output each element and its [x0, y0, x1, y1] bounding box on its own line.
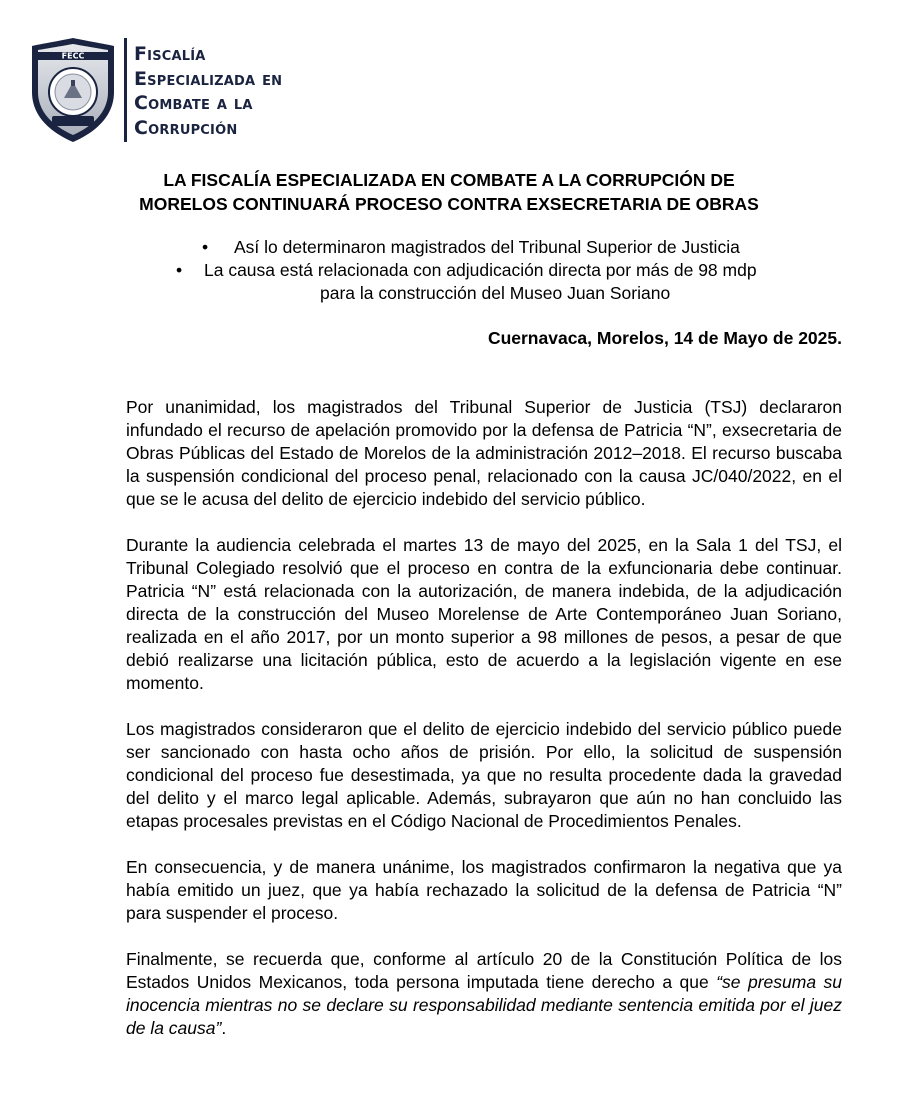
- bullet-dot-icon: •: [202, 237, 209, 257]
- bullet-item: [176, 259, 757, 305]
- final-paragraph-lead: Finalmente, se recuerda que, conforme al artículo 20 de la Constitución Política de los Estados Unidos Mexicanos, toda persona imputada tiene derecho a que: [126, 949, 842, 992]
- title-line: LA FISCALÍA ESPECIALIZADA EN COMBATE A LA CORRUPCIÓN DE: [163, 170, 735, 190]
- logo-divider: [124, 38, 127, 142]
- body-paragraph: Durante la audiencia celebrada el martes 13 de mayo del 2025, en la Sala 1 del TSJ, el Tribunal Colegiado resolvió que el proceso en contra de la exfuncionaria debe continuar. Patricia “N” está relacionada con la autorización, de manera indebida, de la adjudicación directa de la construcción del Museo Morelense de Arte Contemporáneo Juan Soriano, realizada en el año 2017, por un monto superior a 98 millones de pesos, a pesar de que debió realizarse una licitación pública, esto de acuerdo a la legislación vigente en ese momento.: [126, 535, 842, 693]
- bullet-dot-icon: •: [176, 260, 183, 280]
- fecc-shield-logo: [30, 36, 116, 144]
- body-paragraph: Por unanimidad, los magistrados del Tribunal Superior de Justicia (TSJ) declararon infundado el recurso de apelación promovido por la defensa de Patricia “N”, exsecretaria de Obras Públicas del Estado de Morelos de la administración 2012–2018. El recurso buscaba la suspensión condicional del proceso penal, relacionado con la causa JC/040/2022, en el que se le acusa del delito de ejercicio indebido del servicio público.: [126, 397, 842, 509]
- title-line: MORELOS CONTINUARÁ PROCESO CONTRA EXSECRETARIA DE OBRAS: [139, 194, 759, 214]
- org-name-line: Corrupción: [134, 116, 238, 139]
- press-release-body: [126, 396, 842, 1063]
- press-release-title: [110, 168, 788, 216]
- svg-text:FECC: FECC: [61, 51, 85, 61]
- constitution-quote: “se presuma su inocencia mientras no se declare su responsabilidad mediante sentencia emitida por el juez de la causa”: [126, 972, 842, 1038]
- bullet-text: Así lo determinaron magistrados del Tribunal Superior de Justicia: [234, 237, 740, 257]
- final-paragraph-tail: .: [221, 1018, 227, 1038]
- bullet-text-continued: para la construcción del Museo Juan Soriano: [320, 283, 671, 303]
- body-paragraph: Los magistrados consideraron que el delito de ejercicio indebido del servicio público puede ser sancionado con hasta ocho años de prisión. Por ello, la solicitud de suspensión condicional del proceso fue desestimada, ya que no resulta procedente dada la gravedad del delito y el marco legal aplicable. Además, subrayaron que aún no han concluido las etapas procesales previstas en el Código Nacional de Procedimientos Penales.: [126, 719, 842, 831]
- organization-name: [134, 42, 282, 140]
- org-name-line: Fiscalía: [134, 43, 206, 65]
- bullet-item: [202, 236, 740, 259]
- org-name-line: Combate a la: [134, 92, 253, 114]
- org-name-line: Especializada en: [134, 67, 283, 90]
- final-paragraph: [126, 948, 842, 1040]
- body-paragraph: En consecuencia, y de manera unánime, los magistrados confirmaron la negativa que ya había emitido un juez, que ya había rechazado la solicitud de la defensa de Patricia “N” para suspender el proceso.: [126, 857, 842, 923]
- bullet-text: La causa está relacionada con adjudicación directa por más de 98 mdp: [204, 260, 757, 280]
- dateline: Cuernavaca, Morelos, 14 de Mayo de 2025.: [487, 328, 842, 348]
